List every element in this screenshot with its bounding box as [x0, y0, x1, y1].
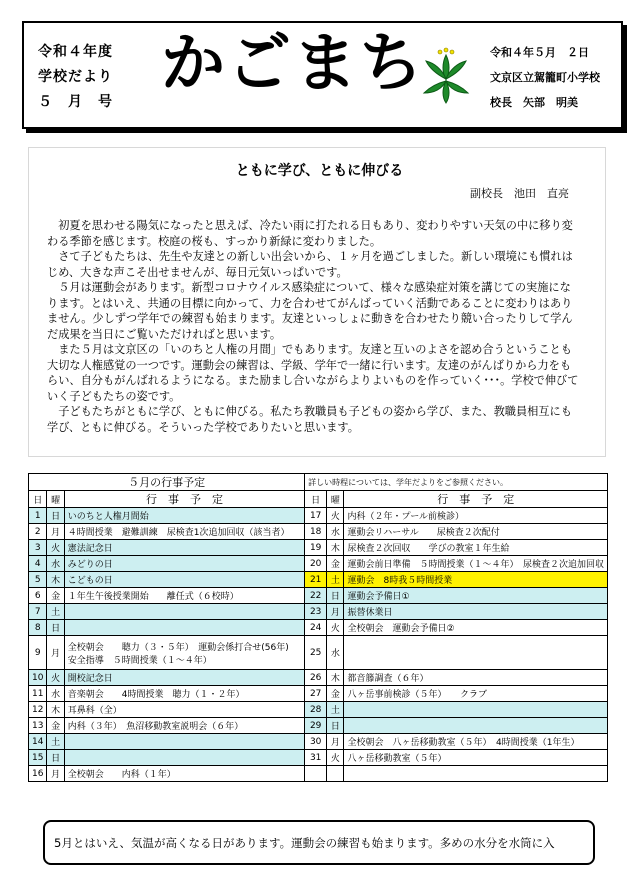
schedule-events: 憲法記念日 [64, 540, 304, 556]
schedule-weekday: 月 [47, 636, 64, 670]
weekday-header: 曜 [47, 491, 64, 508]
table-row [29, 686, 608, 702]
schedule-weekday: 日 [47, 508, 64, 524]
article-paragraph: さて子どもたちは、先生や友達との新しい出会いから、１ヶ月を過ごしました。新しい環境にも慣れはじめ、大きな声こそ出せませんが、毎日元気いっぱいです。 [47, 250, 573, 279]
schedule-day: 24 [305, 620, 327, 636]
schedule-weekday: 金 [327, 556, 344, 572]
schedule-events: みどりの日 [64, 556, 304, 572]
schedule-events: 運動会リハーサル 尿検査２次配付 [344, 524, 608, 540]
schedule-day: 27 [305, 686, 327, 702]
school-name: 文京区立駕籠町小学校 [490, 71, 600, 84]
table-row [29, 766, 608, 782]
schedule-weekday: 月 [327, 604, 344, 620]
table-row [29, 524, 608, 540]
schedule-day: 8 [29, 620, 47, 636]
newsletter-title: かごまち [161, 26, 425, 101]
table-row [29, 750, 608, 766]
schedule-day: 18 [305, 524, 327, 540]
schedule-weekday: 日 [47, 620, 64, 636]
schedule-day: 26 [305, 670, 327, 686]
events-header: 行 事 予 定 [344, 491, 608, 508]
issue-month: ５ 月 号 [38, 94, 113, 110]
schedule-weekday: 木 [327, 670, 344, 686]
schedule-day: 5 [29, 572, 47, 588]
schedule-events: 全校朝会 八ヶ岳移動教室（５年） 4時間授業（1年生） [344, 734, 608, 750]
issue-year: 令和４年度 [38, 44, 113, 60]
issue-meta [490, 40, 600, 115]
schedule-day: 20 [305, 556, 327, 572]
table-row [29, 734, 608, 750]
schedule-day: 4 [29, 556, 47, 572]
schedule-weekday: 木 [47, 572, 64, 588]
schedule-day: 3 [29, 540, 47, 556]
schedule-events [64, 620, 304, 636]
schedule-day: 10 [29, 670, 47, 686]
schedule-events: 八ヶ岳事前検診（５年） クラブ [344, 686, 608, 702]
schedule-weekday: 日 [327, 718, 344, 734]
schedule-events: 運動会前日準備 ５時間授業（１～４年） 尿検査２次追加回収 [344, 556, 608, 572]
principal-name: 校長 矢部 明美 [490, 96, 578, 109]
schedule-weekday: 月 [47, 766, 64, 782]
schedule-events: いのちと人権月間始 [64, 508, 304, 524]
table-row [29, 572, 608, 588]
article-body [47, 218, 579, 435]
schedule-events: ４時間授業 避難訓練 尿検査1次追加回収（該当者） [64, 524, 304, 540]
schedule-day: 22 [305, 588, 327, 604]
events-header: 行 事 予 定 [64, 491, 304, 508]
table-row [29, 620, 608, 636]
article-paragraph: 初夏を思わせる陽気になったと思えば、冷たい雨に打たれる日もあり、変わりやすい天気の中に移り変わる季節を感じます。校庭の桜も、すっかり新緑に変わりました。 [47, 219, 573, 248]
schedule-weekday: 火 [47, 540, 64, 556]
schedule-events [344, 636, 608, 670]
footer-message: 5月とはいえ、気温が高くなる日があります。運動会の練習も始まります。多めの水分を水筒に入 [54, 836, 555, 850]
schedule-weekday: 木 [47, 702, 64, 718]
schedule-weekday: 水 [327, 524, 344, 540]
schedule-title-row [29, 474, 608, 491]
schedule-day: 30 [305, 734, 327, 750]
schedule-day: 29 [305, 718, 327, 734]
schedule-events: 耳鼻科（全） [64, 702, 304, 718]
schedule-day: 9 [29, 636, 47, 670]
schedule-day: 1 [29, 508, 47, 524]
schedule-events [344, 718, 608, 734]
schedule-weekday: 月 [327, 734, 344, 750]
schedule-weekday: 火 [327, 750, 344, 766]
schedule-day: 31 [305, 750, 327, 766]
schedule-weekday: 月 [47, 524, 64, 540]
table-row [29, 636, 608, 670]
schedule-day: 16 [29, 766, 47, 782]
schedule-weekday: 水 [47, 686, 64, 702]
schedule-events: １年生午後授業開始 離任式（６校時） [64, 588, 304, 604]
schedule-weekday: 土 [47, 604, 64, 620]
schedule-events: 都音籐調査（６年） [344, 670, 608, 686]
schedule-events: 内科（３年） 魚沼移動教室説明会（６年） [64, 718, 304, 734]
schedule-events: 全校朝会 運動会予備日② [344, 620, 608, 636]
day-header: 日 [29, 491, 47, 508]
schedule-weekday: 水 [327, 636, 344, 670]
schedule-weekday: 土 [327, 572, 344, 588]
schedule-day: 25 [305, 636, 327, 670]
schedule-day: 15 [29, 750, 47, 766]
schedule-weekday: 木 [327, 540, 344, 556]
issue-date: 令和４年５月 ２日 [490, 46, 589, 59]
schedule-weekday: 金 [47, 718, 64, 734]
table-row [29, 702, 608, 718]
schedule-events [344, 702, 608, 718]
schedule-weekday: 土 [327, 702, 344, 718]
schedule-day [305, 766, 327, 782]
article-author: 副校長 池田 直亮 [470, 187, 569, 200]
table-row [29, 670, 608, 686]
weekday-header: 曜 [327, 491, 344, 508]
schedule-weekday: 水 [47, 556, 64, 572]
schedule-day: 14 [29, 734, 47, 750]
schedule-weekday: 日 [327, 588, 344, 604]
schedule-events: こどもの日 [64, 572, 304, 588]
schedule-day: 11 [29, 686, 47, 702]
issue-type: 学校だより [38, 69, 113, 85]
schedule-weekday: 日 [47, 750, 64, 766]
schedule-day: 2 [29, 524, 47, 540]
schedule-events: 運動会 8時我５時間授業 [344, 572, 608, 588]
schedule-day: 21 [305, 572, 327, 588]
tree-leaf-emblem-icon [420, 47, 472, 107]
schedule-weekday: 土 [47, 734, 64, 750]
schedule-events [344, 766, 608, 782]
schedule-events: 内科（２年・プール前検診） [344, 508, 608, 524]
schedule-day: 28 [305, 702, 327, 718]
schedule-day: 13 [29, 718, 47, 734]
schedule-day: 6 [29, 588, 47, 604]
schedule-events: 尿検査２次回収 学びの教室１年生給 [344, 540, 608, 556]
table-row [29, 556, 608, 572]
schedule-events: 全校朝会 聴力（３・５年） 運動会係打合せ(56年) 安全指導 ５時間授業（１～４年） [64, 636, 304, 670]
schedule-events [64, 734, 304, 750]
article-paragraph: 子どもたちがともに学び、ともに伸びる。私たち教職員も子どもの姿から学び、また、教職員相互にも学び、ともに伸びる。そういった学校でありたいと思います。 [47, 405, 572, 434]
schedule-events: 開校記念日 [64, 670, 304, 686]
schedule-events: 音楽朝会 4時間授業 聴力（１・２年） [64, 686, 304, 702]
table-row [29, 718, 608, 734]
article-paragraph: また５月は文京区の「いのちと人権の月間」でもあります。友達と互いのよさを認め合うということも大切な人権感覚の一つです。運動会の練習は、学級、学年で一緒に行います。友達のがんばりから力をもらい、自分もがんばれるようになる。また励まし合いながらよりよいものを作っていく･･･。学校で伸びていく子どもたちの姿です。 [47, 343, 579, 403]
article-paragraph: ５月は運動会があります。新型コロナウイルス感染症について、様々な感染症対策を講じての実施になります。とはいえ、共通の目標に向かって、力を合わせてがんばっていく活動であることに変わりはありません。少しずつ学年での練習も始まります。友達といっしょに動きを合わせたり競い合ったりして学んだ成果を当日にご覧いただければと思います。 [47, 281, 573, 341]
schedule-events [64, 604, 304, 620]
schedule-note: 詳しい時程については、学年だよりをご参照ください。 [305, 474, 608, 491]
schedule-table [28, 473, 608, 782]
schedule-header-row [29, 491, 608, 508]
schedule-events [64, 750, 304, 766]
issue-info [38, 40, 113, 115]
schedule-day: 12 [29, 702, 47, 718]
schedule-weekday [327, 766, 344, 782]
schedule-weekday: 火 [47, 670, 64, 686]
day-header: 日 [305, 491, 327, 508]
schedule-day: 17 [305, 508, 327, 524]
schedule-events: 運動会予備日① [344, 588, 608, 604]
table-row [29, 540, 608, 556]
schedule-title: ５月の行事予定 [29, 474, 305, 491]
schedule-day: 7 [29, 604, 47, 620]
table-row [29, 508, 608, 524]
schedule-day: 23 [305, 604, 327, 620]
table-row [29, 588, 608, 604]
schedule-events: 全校朝会 内科（１年） [64, 766, 304, 782]
schedule-weekday: 火 [327, 508, 344, 524]
article-title: ともに学び、ともに伸びる [235, 163, 404, 179]
schedule-weekday: 金 [327, 686, 344, 702]
schedule-events: 振替休業日 [344, 604, 608, 620]
schedule-weekday: 金 [47, 588, 64, 604]
schedule-events: 八ヶ岳移動教室（５年） [344, 750, 608, 766]
schedule-weekday: 火 [327, 620, 344, 636]
schedule-day: 19 [305, 540, 327, 556]
table-row [29, 604, 608, 620]
